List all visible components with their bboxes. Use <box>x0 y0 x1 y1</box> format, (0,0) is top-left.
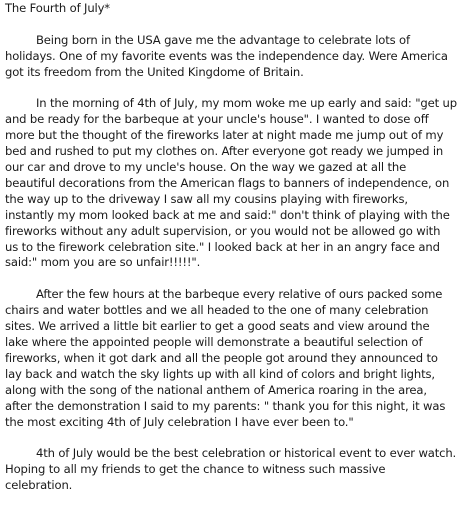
document <box>5 1 461 494</box>
paragraph-celebration: After the few hours at the barbeque every relative of ours packed some chairs and water bottles and we all headed to the one of many celebration sites. We arrived a little bit earlier to get a good seats and view around the lake where the appointed people will demonstrate a beautiful selection of fireworks, when it got dark and all the people got around they announced to lay back and watch the sky lights up with all kind of colors and bright lights, along with the song of the national anthem of America roaring in the area, after the demonstration I said to my parents: " thank you for this night, it was the most exciting 4th of July celebration I have ever been to." <box>5 287 446 429</box>
document-title: The Fourth of July* <box>5 1 110 15</box>
paragraph-conclusion: 4th of July would be the best celebration or historical event to ever watch. Hoping to all my friends to get the chance to witness such massive celebration. <box>5 446 457 493</box>
paragraph-morning: In the morning of 4th of July, my mom woke me up early and said: "get up and be ready for the barbeque at your uncle's house". I wanted to dose off more but the thought of the fireworks later at night made me jump out of my bed and rushed to put my clothes on. After everyone got ready we jumped in our car and drove to my uncle's house. On the way we gazed at all the beautiful decorations from the American flags to banners of independence, on the way up to the driveway I saw all my cousins playing with fireworks, instantly my mom looked back at me and said:" don't think of playing with the fireworks without any adult supervision, or you would not be allowed go with us to the firework celebration site." I looked back at her in an angry face and said:" mom you are so unfair!!!!!". <box>5 96 457 270</box>
paragraph-intro: Being born in the USA gave me the advantage to celebrate lots of holidays. One of my favorite events was the independence day. Were America got its freedom from the United Kingdome of Britain. <box>5 32 448 79</box>
